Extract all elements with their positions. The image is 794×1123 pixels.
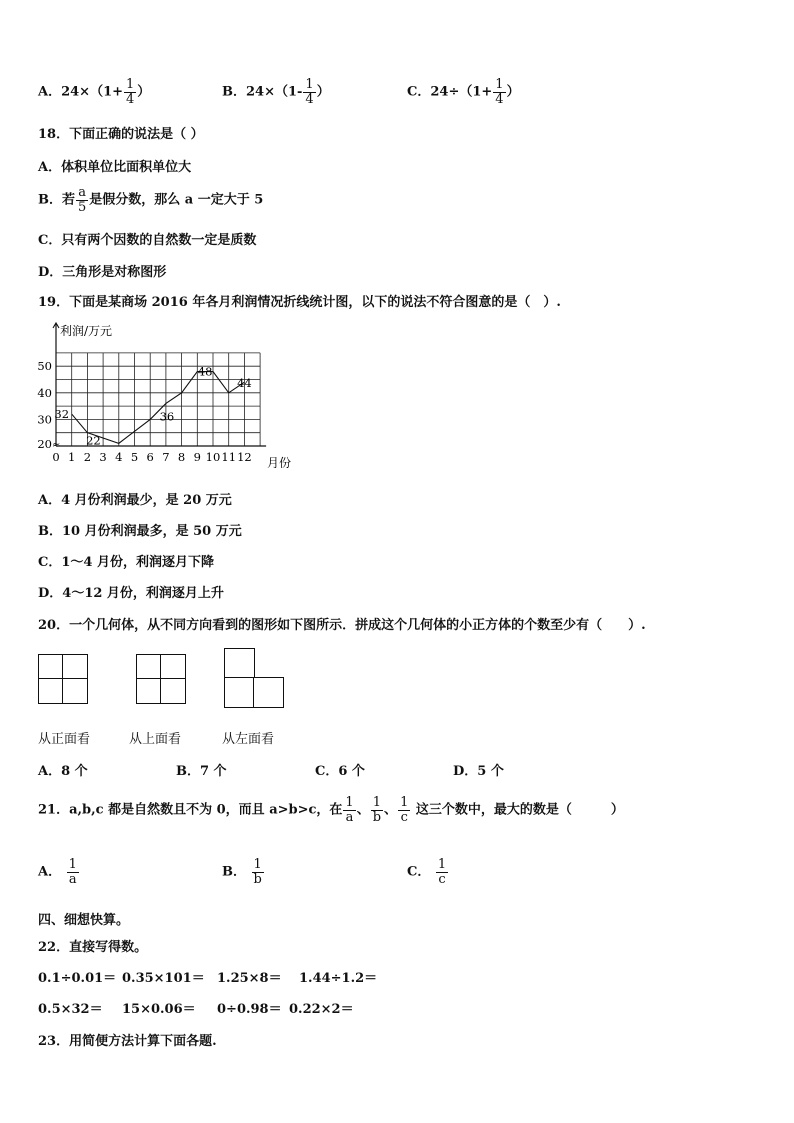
x-tick-label: 1 bbox=[68, 450, 76, 464]
q22-item: 1.25×8＝ bbox=[217, 971, 282, 986]
q22-stem: 22．直接写得数。 bbox=[38, 940, 148, 955]
y-tick-label: 40 bbox=[37, 385, 52, 400]
q17-option-c: C．24÷（1+ $\frac{1}{4}$ ） bbox=[407, 77, 520, 107]
q22-item: 0.5×32＝ bbox=[38, 1002, 103, 1017]
top-view-figure bbox=[136, 654, 186, 704]
x-tick-label: 7 bbox=[162, 450, 170, 464]
point-label: 22 bbox=[86, 433, 101, 448]
point-label: 48 bbox=[197, 364, 213, 379]
q22-item: 0÷0.98＝ bbox=[217, 1002, 282, 1017]
section-title: 四、细想快算。 bbox=[38, 913, 130, 928]
q22-item: 0.35×101＝ bbox=[122, 971, 205, 986]
chart-axis-break: ≈ bbox=[52, 440, 61, 451]
q19-option-b: B．10 月份利润最多，是 50 万元 bbox=[38, 524, 242, 539]
x-tick-label: 2 bbox=[83, 450, 92, 464]
y-tick-label: 50 bbox=[37, 359, 52, 374]
q20-option-d: D．5 个 bbox=[453, 764, 504, 779]
x-tick-label: 0 bbox=[52, 450, 60, 464]
left-view-figure bbox=[224, 648, 284, 708]
q21-option-c: C． $\frac{1}{c}$ bbox=[407, 857, 447, 887]
front-view-figure bbox=[38, 654, 88, 704]
q20-option-b: B．7 个 bbox=[176, 764, 227, 779]
q18-option-d: D．三角形是对称图形 bbox=[38, 265, 167, 280]
x-tick-label: 11 bbox=[221, 450, 237, 464]
x-tick-label: 5 bbox=[130, 450, 139, 464]
y-tick-label: 30 bbox=[37, 412, 52, 427]
x-tick-label: 3 bbox=[99, 450, 107, 464]
q19-stem: 19．下面是某商场 2016 年各月利润情况折线统计图，以下的说法不符合图意的是（ ）. bbox=[38, 295, 561, 310]
left-view-label: 从左面看 bbox=[222, 732, 275, 747]
front-view-label: 从正面看 bbox=[38, 732, 91, 747]
q22-item: 0.1÷0.01＝ bbox=[38, 971, 117, 986]
q22-item: 15×0.06＝ bbox=[122, 1002, 196, 1017]
chart-x-axis-label: 月份 bbox=[267, 456, 292, 470]
q19-option-a: A．4 月份利润最少，是 20 万元 bbox=[38, 493, 232, 508]
x-tick-label: 12 bbox=[237, 450, 252, 464]
q23-stem: 23．用简便方法计算下面各题. bbox=[38, 1034, 217, 1049]
chart-y-axis-label: 利润/万元 bbox=[60, 324, 113, 338]
q21-option-a: A． $\frac{1}{a}$ bbox=[38, 857, 77, 887]
x-tick-label: 8 bbox=[177, 450, 186, 464]
x-tick-label: 9 bbox=[193, 450, 201, 464]
point-label: 32 bbox=[54, 407, 70, 422]
q20-stem: 20．一个几何体，从不同方向看到的图形如下图所示．拼成这个几何体的小正方体的个数至少有（ ）. bbox=[38, 618, 646, 633]
q20-option-c: C．6 个 bbox=[315, 764, 365, 779]
q18-option-b: B．若 $\frac{a}{5}$ 是假分数，那么 a 一定大于 5 bbox=[38, 185, 264, 215]
q18-option-a: A．体积单位比面积单位大 bbox=[38, 160, 192, 175]
q18-stem: 18．下面正确的说法是（ ） bbox=[38, 127, 204, 142]
q17-option-b: B．24×（1- $\frac{1}{4}$ ） bbox=[222, 77, 330, 107]
point-label: 44 bbox=[237, 376, 252, 391]
point-label: 36 bbox=[159, 409, 175, 424]
y-tick-label: 20 bbox=[37, 437, 52, 451]
chart-ticks bbox=[37, 359, 251, 464]
top-view-label: 从上面看 bbox=[129, 732, 182, 747]
q19-option-c: C．1～4 月份，利润逐月下降 bbox=[38, 555, 214, 570]
x-tick-label: 10 bbox=[205, 450, 221, 464]
q19-option-d: D．4～12 月份，利润逐月上升 bbox=[38, 586, 224, 601]
q17-option-a: A．24×（1+ $\frac{1}{4}$ ） bbox=[38, 77, 151, 107]
q22-item: 0.22×2＝ bbox=[289, 1002, 354, 1017]
x-tick-label: 6 bbox=[146, 450, 154, 464]
q20-option-a: A．8 个 bbox=[38, 764, 88, 779]
q21-stem: 21．a,b,c 都是自然数且不为 0，而且 a>b>c，在 $\frac{1}{a}$ 、 $\frac{1}{b}$ 、 $\frac{1}{c}$ 这三个数中，最大的数是（ ） bbox=[38, 795, 624, 825]
chart-axes bbox=[53, 323, 266, 446]
q21-option-b: B． $\frac{1}{b}$ bbox=[222, 857, 262, 887]
x-tick-label: 4 bbox=[115, 450, 123, 464]
q18-option-c: C．只有两个因数的自然数一定是质数 bbox=[38, 233, 257, 248]
q22-item: 1.44÷1.2＝ bbox=[299, 971, 378, 986]
profit-line-chart bbox=[30, 318, 300, 473]
